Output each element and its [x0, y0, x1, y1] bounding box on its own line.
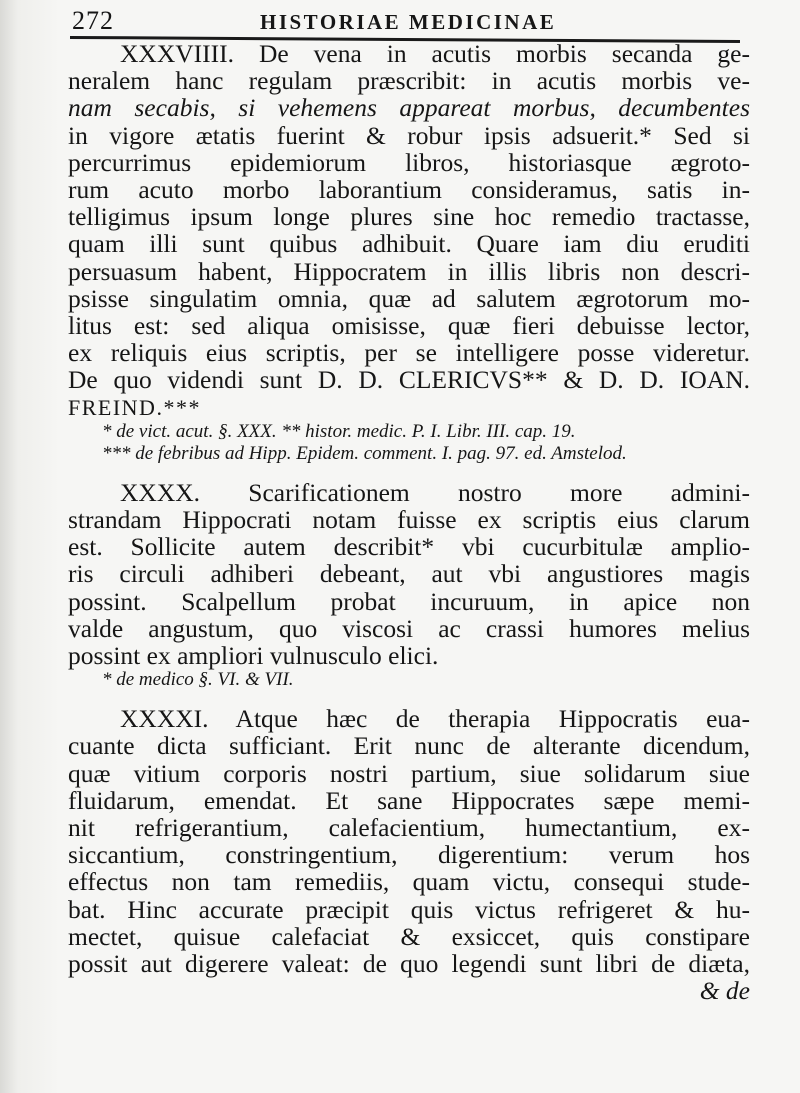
- text-line: cuante dicta sufficiant. Erit nunc de alterante dicendum,: [68, 731, 750, 761]
- paragraph-gap: [68, 691, 750, 705]
- text-line: bat. Hinc accurate præcipit quis victus refrigeret & hu-: [68, 894, 750, 924]
- text-line: effectus non tam remediis, quam victu, consequi stude-: [68, 867, 750, 897]
- text-line: De quo videndi sunt D. D. CLERICVS** & D. D. IOAN.: [68, 365, 750, 395]
- text-line: possit aut digerere valeat: de quo legendi sunt libri de diæta,: [68, 949, 750, 979]
- text-line: telligimus ipsum longe plures sine hoc remedio tractasse,: [68, 202, 750, 232]
- text-line: possint. Scalpellum probat incuruum, in apice non: [68, 586, 750, 616]
- text-line: ex reliquis eius scriptis, per se intelligere posse videretur.: [68, 338, 750, 368]
- text-line: nam secabis, si vehemens appareat morbus, decumbentes: [68, 93, 750, 123]
- page-number: 272: [72, 6, 114, 35]
- text-line: possint ex ampliori vulnusculo elici.: [68, 641, 439, 671]
- text-line: quæ vitium corporis nostri partium, siue solidarum siue: [68, 758, 750, 788]
- text-line: XXXVIIII. De vena in acutis morbis secanda ge-: [120, 39, 750, 68]
- text-line: valde angustum, quo viscosi ac crassi humores melius: [68, 613, 750, 643]
- section-41: [68, 705, 750, 1004]
- text-line: mectet, quisue calefaciat & exsiccet, quis constipare: [68, 921, 750, 951]
- catchword: & de: [699, 976, 750, 1006]
- text-line: FREIND.***: [68, 394, 201, 420]
- running-head: HISTORIAE MEDICINAE: [260, 10, 557, 34]
- text-line: percurrimus epidemiorum libros, historiasque ægroto-: [68, 147, 750, 177]
- paragraph-gap: [68, 465, 750, 479]
- text-line: est. Sollicite autem describit* vbi cucurbitulæ amplio-: [68, 532, 750, 562]
- section-40: [68, 479, 750, 691]
- page-header: [70, 4, 750, 38]
- text-line: nit refrigerantium, calefacientium, humectantium, ex-: [68, 813, 750, 843]
- text-line: fluidarum, emendat. Et sane Hippocrates sæpe memi-: [68, 785, 750, 815]
- body-text: [68, 40, 750, 1005]
- text-line: rum acuto morbo laborantium consideramus, satis in-: [68, 175, 750, 205]
- text-line: siccantium, constringentium, digerentium: verum hos: [68, 840, 750, 870]
- section-39: [68, 40, 750, 465]
- text-line: XXXX. Scarificationem nostro more admini-: [120, 477, 750, 507]
- footnote: * de vict. acut. §. XXX. ** histor. medic. P. I. Libr. III. cap. 19.: [102, 420, 576, 442]
- text-line: neralem hanc regulam præscribit: in acutis morbis ve-: [68, 66, 750, 96]
- footnote: * de medico §. VI. & VII.: [102, 669, 294, 691]
- text-line: litus est: sed aliqua omisisse, quæ fieri debuisse lector,: [68, 311, 750, 341]
- text-line: quam illi sunt quibus adhibuit. Quare iam diu eruditi: [68, 229, 750, 259]
- text-line: XXXXI. Atque hæc de therapia Hippocratis eua-: [120, 704, 750, 734]
- footnote: *** de febribus ad Hipp. Epidem. comment. I. pag. 97. ed. Amstelod.: [102, 442, 627, 464]
- text-line: ris circuli adhiberi debeant, aut vbi angustiores magis: [68, 559, 750, 589]
- text-line: persuasum habent, Hippocratem in illis libris non descri-: [68, 256, 750, 286]
- text-line: strandam Hippocrati notam fuisse ex scriptis eius clarum: [68, 505, 750, 535]
- text-line: in vigore ætatis fuerint & robur ipsis adsuerit.* Sed si: [68, 120, 750, 150]
- text-line: psisse singulatim omnia, quæ ad salutem ægrotorum mo-: [68, 283, 750, 313]
